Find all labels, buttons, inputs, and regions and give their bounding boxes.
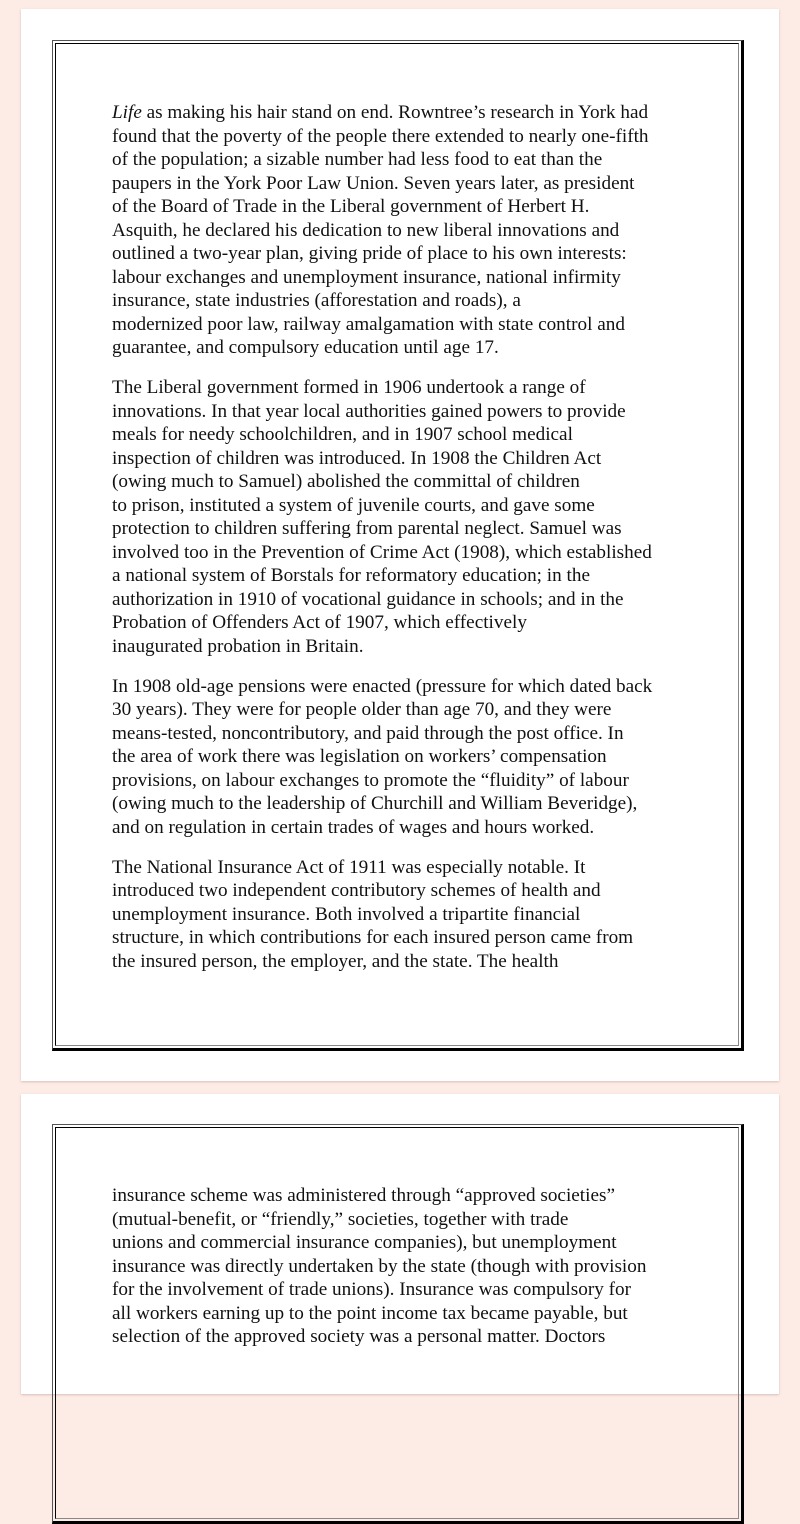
text-line: authorization in 1910 of vocational guidance in schools; and in the xyxy=(112,588,624,610)
text-line: modernized poor law, railway amalgamation with state control and xyxy=(112,313,625,335)
paragraph xyxy=(112,376,712,658)
text-line: to prison, instituted a system of juvenile courts, and gave some xyxy=(112,494,595,516)
text-line: meals for needy schoolchildren, and in 1907 school medical xyxy=(112,424,573,445)
text-line: In 1908 old-age pensions were enacted (pressure for which dated back xyxy=(112,675,653,697)
text-line: all workers earning up to the point income tax became payable, but xyxy=(112,1302,628,1324)
text-line: inaugurated probation in Britain. xyxy=(112,635,364,657)
text-line: Probation of Offenders Act of 1907, which effectively xyxy=(112,612,527,633)
text-line: introduced two independent contributory schemes of health and xyxy=(112,880,601,901)
text-line: Life as making his hair stand on end. Rowntree’s research in York had xyxy=(112,102,649,123)
paragraph xyxy=(112,101,712,360)
document-page-2 xyxy=(21,1094,779,1394)
text-line: innovations. In that year local authorities gained powers to provide xyxy=(112,400,626,422)
text-line: Asquith, he declared his dedication to new liberal innovations and xyxy=(112,219,620,241)
text-line: guarantee, and compulsory education until age 17. xyxy=(112,337,499,358)
text-line: unions and commercial insurance companies), but unemployment xyxy=(112,1232,617,1253)
document-page-1 xyxy=(21,9,779,1081)
text-line: provisions, on labour exchanges to promote the “fluidity” of labour xyxy=(112,769,629,791)
page-text-body xyxy=(112,101,712,990)
text-line: (owing much to Samuel) abolished the committal of children xyxy=(112,471,580,492)
text-line: protection to children suffering from parental neglect. Samuel was xyxy=(112,518,622,539)
text-line: (owing much to the leadership of Churchill and William Beveridge), xyxy=(112,793,638,814)
text-line: insurance was directly undertaken by the state (though with provision xyxy=(112,1255,647,1277)
text-line: (mutual-benefit, or “friendly,” societies, together with trade xyxy=(112,1208,569,1230)
italic-title: Life xyxy=(112,102,142,123)
text-line: unemployment insurance. Both involved a tripartite financial xyxy=(112,903,581,925)
text-line: means-tested, noncontributory, and paid through the post office. In xyxy=(112,722,624,744)
text-line: the area of work there was legislation on workers’ compensation xyxy=(112,746,607,767)
text-line: and on regulation in certain trades of wages and hours worked. xyxy=(112,816,595,838)
text-line: paupers in the York Poor Law Union. Seven years later, as president xyxy=(112,172,635,194)
page-text-body xyxy=(112,1184,712,1365)
text-line: structure, in which contributions for each insured person came from xyxy=(112,927,634,948)
text-line: a national system of Borstals for reformatory education; in the xyxy=(112,565,590,586)
paragraph xyxy=(112,856,712,974)
text-line: The National Insurance Act of 1911 was especially notable. It xyxy=(112,856,586,878)
text-line: 30 years). They were for people older than age 70, and they were xyxy=(112,699,612,720)
text-line: of the Board of Trade in the Liberal government of Herbert H. xyxy=(112,196,590,217)
text-line: The Liberal government formed in 1906 undertook a range of xyxy=(112,377,586,398)
paragraph xyxy=(112,1184,712,1349)
text-line: of the population; a sizable number had less food to eat than the xyxy=(112,149,603,170)
text-line: found that the poverty of the people there extended to nearly one-fifth xyxy=(112,125,649,147)
text-line: labour exchanges and unemployment insurance, national infirmity xyxy=(112,266,621,288)
text-line: involved too in the Prevention of Crime Act (1908), which established xyxy=(112,541,652,563)
text-line: the insured person, the employer, and the state. The health xyxy=(112,950,559,972)
text-line: inspection of children was introduced. In 1908 the Children Act xyxy=(112,447,602,469)
text-line: insurance, state industries (afforestation and roads), a xyxy=(112,290,521,311)
text-line: for the involvement of trade unions). Insurance was compulsory for xyxy=(112,1279,631,1300)
text-line: insurance scheme was administered through “approved societies” xyxy=(112,1185,615,1206)
text-line: selection of the approved society was a personal matter. Doctors xyxy=(112,1326,606,1347)
paragraph xyxy=(112,675,712,840)
text-line: outlined a two-year plan, giving pride of place to his own interests: xyxy=(112,243,627,264)
